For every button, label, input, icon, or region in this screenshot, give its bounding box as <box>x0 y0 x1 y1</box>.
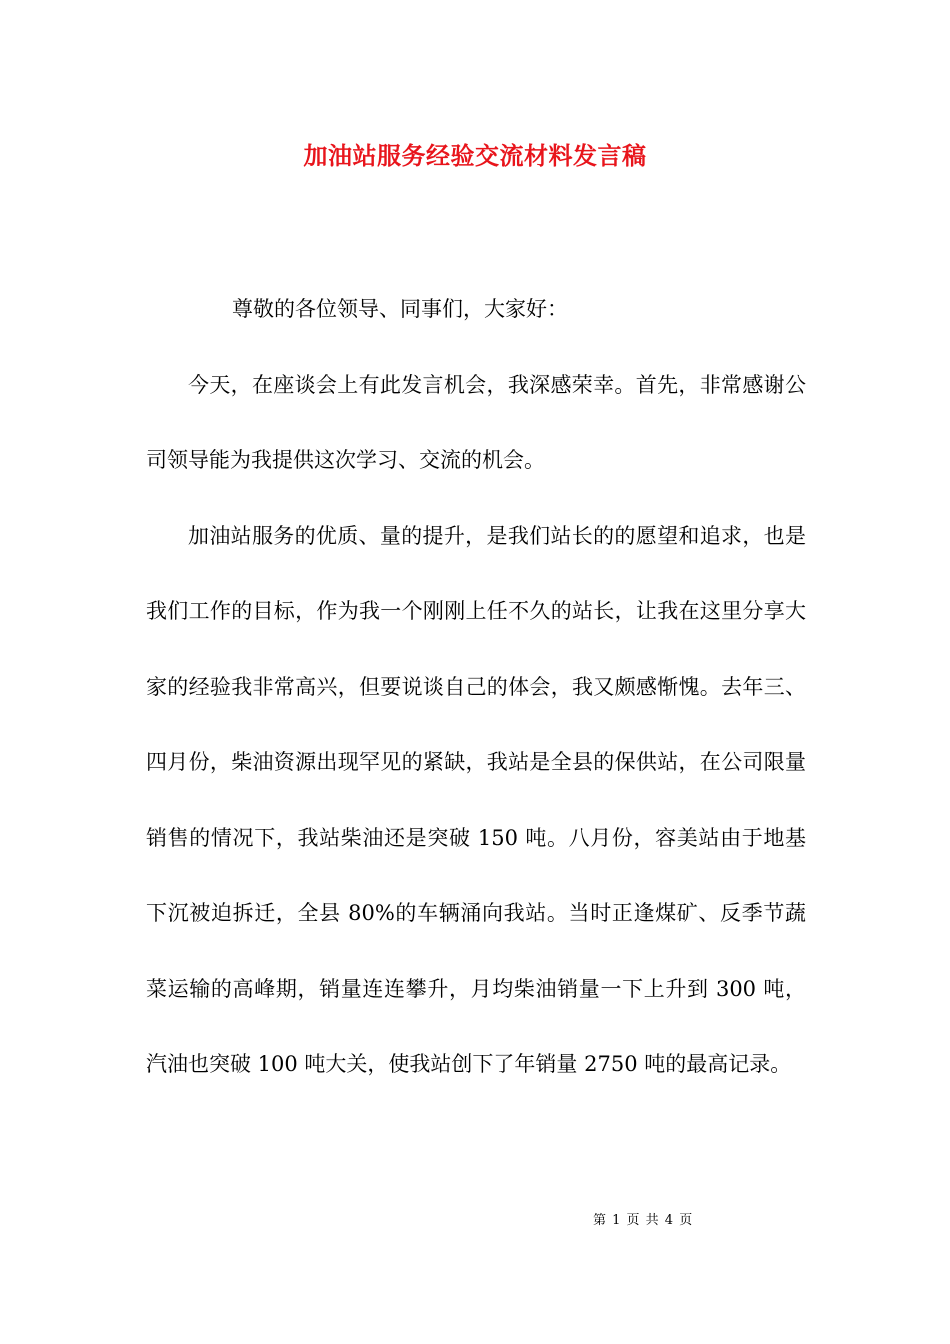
paragraph-experience: 加油站服务的优质、量的提升，是我们站长的的愿望和追求，也是我们工作的目标，作为我一个刚刚上任不久的站长，让我在这里分享大家的经验我非常高兴，但要说谈自己的体会，我又颇感惭愧。去年三、四月份，柴油资源出现罕见的紧缺，我站是全县的保供站，在公司限量销售的情况下，我站柴油还是突破 150 吨。八月份，容美站由于地基下沉被迫拆迁，全县 80%的车辆涌向我站。当时正逢煤矿、反季节蔬菜运输的高峰期，销量连连攀升，月均柴油销量一下上升到 300 吨，汽油也突破 100 吨大关，使我站创下了年销量 2750 吨的最高记录。 <box>146 523 806 1076</box>
page-number-footer: 第 1 页 共 4 页 <box>593 1213 694 1228</box>
document-title: 加油站服务经验交流材料发言稿 <box>303 141 647 170</box>
paragraph-opening: 今天，在座谈会上有此发言机会，我深感荣幸。首先，非常感谢公司领导能为我提供这次学习、交流的机会。 <box>146 372 806 472</box>
paragraph-salutation: 尊敬的各位领导、同事们，大家好： <box>232 297 568 321</box>
document-body <box>146 272 806 1103</box>
